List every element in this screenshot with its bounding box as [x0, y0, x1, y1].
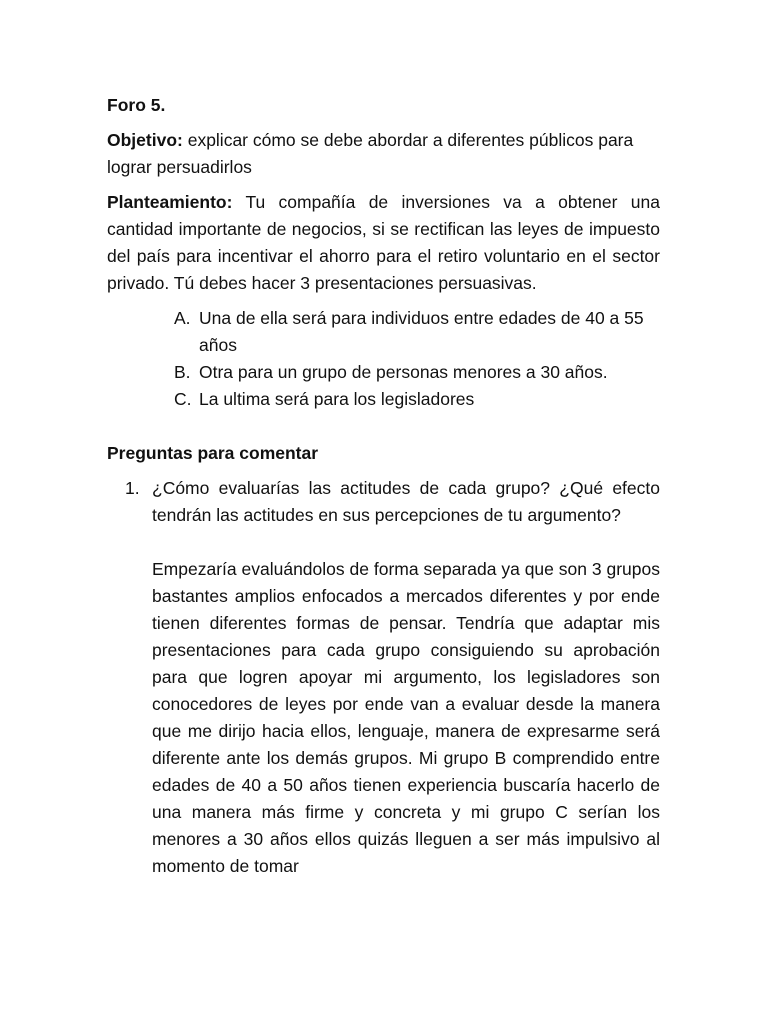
option-c — [174, 386, 660, 413]
option-marker: C. — [174, 389, 192, 409]
questions-list — [107, 475, 660, 880]
document-page — [107, 92, 660, 880]
objective-text: explicar cómo se debe abordar a diferentes públicos para lograr persuadirlos — [107, 130, 634, 177]
option-text: La ultima será para los legisladores — [199, 389, 475, 409]
option-text: Otra para un grupo de personas menores a 30 años. — [199, 362, 608, 382]
approach-paragraph — [107, 189, 660, 297]
option-b — [174, 359, 660, 386]
options-list — [107, 305, 660, 413]
option-a — [174, 305, 660, 359]
question-text: ¿Cómo evaluarías las actitudes de cada grupo? ¿Qué efecto tendrán las actitudes en sus percepciones de tu argumento? — [152, 478, 660, 525]
option-text: Una de ella será para individuos entre edades de 40 a 55 años — [199, 308, 644, 355]
approach-text: Tu compañía de inversiones va a obtener una cantidad importante de negocios, si se rectifican las leyes de impuesto del país para incentivar el ahorro para el retiro voluntario en el sector privado. Tú debes hacer 3 presentaciones persuasivas. — [107, 192, 660, 293]
document-title: Foro 5. — [107, 95, 166, 115]
objective-paragraph — [107, 127, 660, 181]
questions-heading: Preguntas para comentar — [107, 443, 319, 463]
approach-label: Planteamiento: — [107, 192, 233, 212]
question-item — [125, 475, 660, 880]
option-marker: B. — [174, 362, 191, 382]
objective-label: Objetivo: — [107, 130, 183, 150]
spacer — [107, 413, 660, 440]
option-marker: A. — [174, 308, 191, 328]
question-number: 1. — [125, 478, 140, 498]
answer-text: Empezaría evaluándolos de forma separada ya que son 3 grupos bastantes amplios enfocados a mercados diferentes y por ende tienen diferentes formas de pensar. Tendría que adaptar mis presentaciones para cada grupo consiguiendo su aprobación para que logren apoyar mi argumento, los legisladores son conocedores de leyes por ende van a evaluar desde la manera que me dirijo hacia ellos, lenguaje, manera de expresarme será diferente ante los demás grupos. Mi grupo B comprendido entre edades de 40 a 50 años tienen experiencia buscaría hacerlo de una manera más firme y concreta y mi grupo C serían los menores a 30 años ellos quizás lleguen a ser más impulsivo al momento de tomar — [152, 559, 660, 876]
